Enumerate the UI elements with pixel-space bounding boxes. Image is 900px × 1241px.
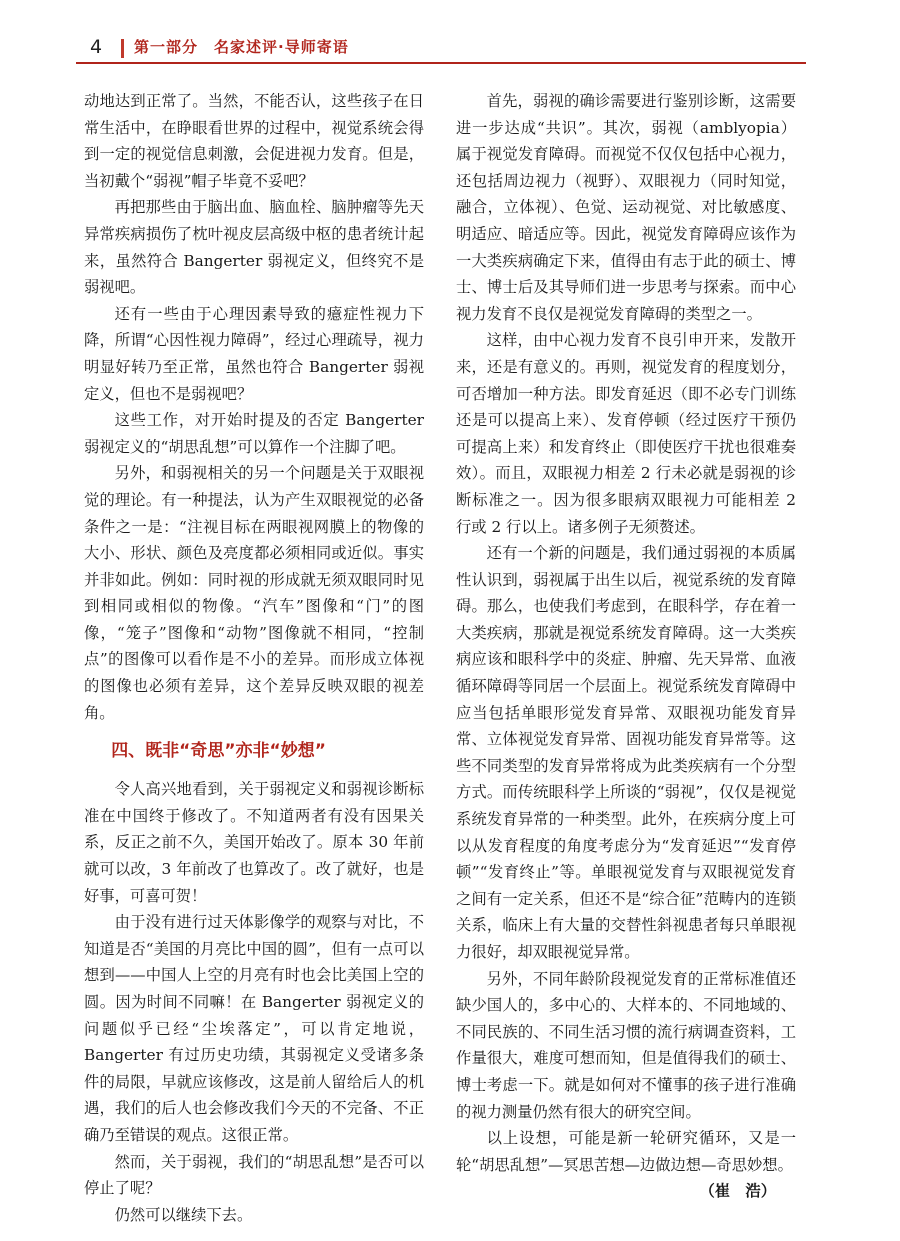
section-title: 第一部分 名家述评·导师寄语 — [134, 38, 349, 56]
paragraph: 以上设想，可能是新一轮研究循环，又是一轮“胡思乱想”—冥思苦想—边做边想—奇思妙想。 — [456, 1129, 796, 1174]
section-heading: 四、既非“奇思”亦非“妙想” — [111, 741, 326, 762]
paragraph: 还有一些由于心理因素导致的癔症性视力下降，所谓“心因性视力障碍”，经过心理疏导，视力明显好转乃至正常，虽然也符合 Bangerter 弱视定义，但也不是弱视吧？ — [84, 304, 424, 403]
paragraph: 由于没有进行过天体影像学的观察与对比，不知道是否“美国的月亮比中国的圆”，但有一点可以想到——中国人上空的月亮有时也会比美国上空的圆。因为时间不同嘛！在 Bangerter 弱视定义的问题似乎已经“尘埃落定”，可以肯定地说，Bangerter 有过历史功绩，其弱视定义受诸多条件的局限，早就应该修改，这是前人留给后人的机遇，我们的后人也会修改我们今天的不完备、不正确乃至错误的观点。这很正常。 — [84, 913, 424, 1144]
left-column — [84, 88, 424, 1228]
right-column — [456, 88, 796, 1205]
paragraph: 另外，不同年龄阶段视觉发育的正常标准值还缺少国人的，多中心的、大样本的、不同地域的、不同民族的、不同生活习惯的流行病调查资料，工作量很大，难度可想而知，但是值得我们的硕士、博士考虑一下。就是如何对不懂事的孩子进行准确的视力测量仍然有很大的研究空间。 — [456, 969, 796, 1121]
paragraph: 这些工作，对开始时提及的否定 Bangerter 弱视定义的“胡思乱想”可以算作一个注脚了吧。 — [84, 411, 424, 456]
author-signature: （崔 浩） — [699, 1182, 776, 1201]
paragraph: 首先，弱视的确诊需要进行鉴别诊断，这需要进一步达成“共识”。其次，弱视（amblyopia）属于视觉发育障碍。而视觉不仅仅包括中心视力，还包括周边视力（视野）、双眼视力（同时知觉，融合，立体视）、色觉、运动视觉、对比敏感度、明适应、暗适应等。因此，视觉发育障碍应该作为一大类疾病确定下来，值得由有志于此的硕士、博士、博士后及其导师们进一步思考与探索。而中心视力发育不良仅是视觉发育障碍的类型之一。 — [456, 92, 796, 323]
paragraph: 还有一个新的问题是，我们通过弱视的本质属性认识到，弱视属于出生以后，视觉系统的发育障碍。那么，也使我们考虑到，在眼科学，存在着一大类疾病，那就是视觉系统发育障碍。这一大类疾病应该和眼科学中的炎症、肿瘤、先天异常、血液循环障碍等同居一个层面上。视觉系统发育障碍中应当包括单眼形觉发育异常、双眼视功能发育异常、立体视觉发育异常、固视功能发育异常等。这些不同类型的发育异常将成为此类疾病有一个分型方式。而传统眼科学上所谈的“弱视”，仅仅是视觉系统发育异常的一种类型。此外，在疾病分度上可以从发育程度的角度考虑分为“发育延迟”“发育停顿”“发育终止”等。单眼视觉发育与双眼视觉发育之间有一定关系，但还不是“综合征”范畴内的连锁关系，临床上有大量的交替性斜视患者每只单眼视力很好，却双眼视觉异常。 — [456, 544, 796, 961]
paragraph: 这样，由中心视力发育不良引申开来，发散开来，还是有意义的。再则，视觉发育的程度划分，可否增加一种方法。即发育延迟（即不必专门训练还是可以提高上来）、发育停顿（经过医疗干预仍可提高上来）和发育终止（即使医疗干扰也很难奏效）。而且，双眼视力相差 2 行未必就是弱视的诊断标准之一。因为很多眼病双眼视力可能相差 2 行或 2 行以上。诸多例子无须赘述。 — [456, 331, 796, 536]
paragraph: 令人高兴地看到，关于弱视定义和弱视诊断标准在中国终于修改了。不知道两者有没有因果关系，反正之前不久，美国开始改了。原本 30 年前就可以改，3 年前改了也算改了。改了就好，也是好事，可喜可贺！ — [84, 780, 424, 905]
header-rule — [76, 62, 806, 64]
paragraph: 仍然可以继续下去。 — [114, 1205, 253, 1224]
paragraph: 动地达到正常了。当然，不能否认，这些孩子在日常生活中，在睁眼看世界的过程中，视觉系统会得到一定的视觉信息刺激，会促进视力发育。但是，当初戴个“弱视”帽子毕竟不妥吧？ — [84, 92, 424, 190]
paragraph: 然而，关于弱视，我们的“胡思乱想”是否可以停止了呢？ — [84, 1152, 424, 1198]
paragraph: 再把那些由于脑出血、脑血栓、脑肿瘤等先天异常疾病损伤了枕叶视皮层高级中枢的患者统计起来，虽然符合 Bangerter 弱视定义，但终究不是弱视吧。 — [84, 198, 424, 297]
paragraph: 另外，和弱视相关的另一个问题是关于双眼视觉的理论。有一种提法，认为产生双眼视觉的必备条件之一是：“注视目标在两眼视网膜上的物像的大小、形状、颜色及亮度都必须相同或近似。事实并非如此。例如：同时视的形成就无须双眼同时见到相同或相似的物像。“汽车”图像和“门”的图像，“笼子”图像和“动物”图像就不相同，“控制点”的图像可以看作是不小的差异。而形成立体视的图像也必须有差异，这个差异反映双眼的视差角。 — [84, 464, 424, 722]
header-divider — [121, 39, 124, 58]
page-number: 4 — [90, 36, 103, 58]
